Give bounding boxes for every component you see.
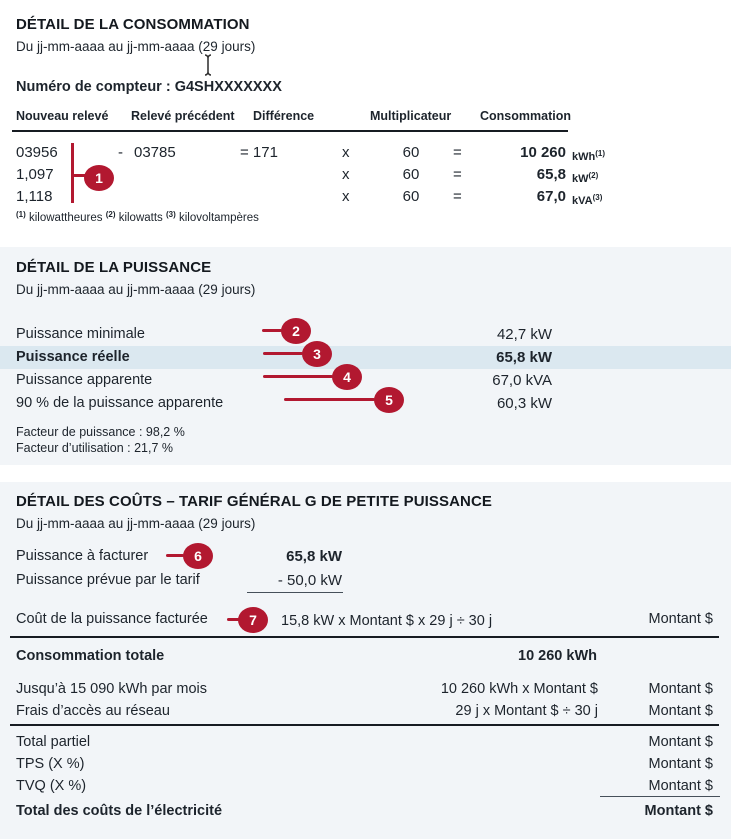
tariff-power-value: - 50,0 kW bbox=[277, 572, 342, 589]
total-consumption-label: Consommation totale bbox=[16, 648, 165, 664]
new-reading: 03956 bbox=[16, 144, 58, 161]
cost-item-label: Jusqu’à 15 090 kWh par mois bbox=[16, 681, 208, 697]
consumption-unit: kWh$^{(1)}$ bbox=[572, 149, 606, 163]
consumption-unit: $kW^{(2)}$ bbox=[572, 171, 599, 185]
power-row-value: 65,8 kW bbox=[496, 349, 552, 366]
col-header-consumption: Consommation bbox=[480, 109, 571, 123]
costs-section-title: DÉTAIL DES COÛTS – TARIF GÉNÉRAL G DE PETITE PUISSANCE bbox=[16, 493, 493, 510]
tvq-label: TVQ (X %) bbox=[16, 778, 87, 794]
tariff-power-label: Puissance prévue par le tarif bbox=[16, 572, 200, 588]
billed-power-label: Puissance à facturer bbox=[16, 548, 149, 564]
tvq-amount: Montant $ bbox=[648, 778, 713, 794]
power-row-value: 42,7 kW bbox=[496, 326, 552, 343]
callout-4-badge: 4 bbox=[332, 364, 362, 390]
equals-sign: = bbox=[453, 166, 462, 183]
electricity-total-label: Total des coûts de l’électricité bbox=[16, 803, 223, 819]
cost-item-formula: 10 260 kWh x Montant $ bbox=[440, 681, 598, 697]
callout-connector-line bbox=[284, 398, 375, 401]
power-row-label: Puissance minimale bbox=[16, 326, 145, 342]
table-row bbox=[0, 142, 731, 164]
section-rule bbox=[10, 636, 719, 638]
multiplier: 60 bbox=[402, 144, 420, 161]
billed-power-cost-amount: Montant $ bbox=[648, 611, 713, 627]
power-factor: Facteur de puissance : 98,2 % bbox=[16, 425, 185, 439]
billed-power-value: 65,8 kW bbox=[286, 548, 342, 565]
power-period: Du jj-mm-aaaa au jj-mm-aaaa (29 jours) bbox=[16, 282, 256, 297]
units-footnote: $^{(1)}$ kilowattheures $^{(2)}$ kilowatts $^{(3)}$ kilovoltampères bbox=[16, 210, 259, 224]
power-row bbox=[0, 323, 731, 346]
power-row-value: 67,0 kVA bbox=[492, 372, 552, 389]
col-header-previous-reading: Relevé précédent bbox=[131, 109, 235, 123]
power-row bbox=[0, 369, 731, 392]
consumption-value: 67,0 bbox=[536, 188, 566, 205]
minus-sign: - bbox=[118, 144, 123, 161]
power-section-title: DÉTAIL DE LA PUISSANCE bbox=[16, 259, 212, 276]
new-reading: 1,097 bbox=[16, 166, 54, 183]
consumption-value: 10 260 bbox=[520, 144, 566, 161]
col-header-new-reading: Nouveau relevé bbox=[16, 109, 109, 123]
section-rule bbox=[10, 724, 719, 726]
subtotal-label: Total partiel bbox=[16, 734, 91, 750]
power-row-value: 60,3 kW bbox=[496, 395, 552, 412]
tps-amount: Montant $ bbox=[648, 756, 713, 772]
costs-period: Du jj-mm-aaaa au jj-mm-aaaa (29 jours) bbox=[16, 516, 256, 531]
header-rule bbox=[12, 130, 568, 132]
subtraction-underline bbox=[247, 592, 343, 593]
callout-6-badge: 6 bbox=[183, 543, 213, 569]
total-consumption-value: 10 260 kWh bbox=[518, 648, 597, 664]
callout-5-badge: 5 bbox=[374, 387, 404, 413]
table-row bbox=[0, 186, 731, 208]
consumption-value: 65,8 bbox=[536, 166, 566, 183]
billed-power-cost-formula: 15,8 kW x Montant $ x 29 j ÷ 30 j bbox=[281, 613, 493, 629]
subtotal-amount: Montant $ bbox=[648, 734, 713, 750]
times-sign: x bbox=[342, 144, 350, 161]
power-row-label: 90 % de la puissance apparente bbox=[16, 395, 224, 411]
times-sign: x bbox=[342, 166, 350, 183]
callout-connector-line bbox=[262, 329, 282, 332]
consumption-section-title: DÉTAIL DE LA CONSOMMATION bbox=[16, 16, 250, 33]
power-row-label: Puissance réelle bbox=[16, 349, 130, 365]
col-header-multiplier: Multiplicateur bbox=[370, 109, 452, 123]
callout-2-badge: 2 bbox=[281, 318, 311, 344]
equals-sign: = bbox=[453, 144, 462, 161]
text-cursor-icon bbox=[202, 54, 214, 81]
previous-reading: 03785 bbox=[134, 144, 176, 161]
multiplier: 60 bbox=[402, 188, 420, 205]
callout-connector-line bbox=[166, 554, 184, 557]
billed-power-cost-label: Coût de la puissance facturée bbox=[16, 611, 208, 627]
callout-3-badge: 3 bbox=[302, 341, 332, 367]
callout-bracket-line bbox=[71, 143, 74, 203]
difference: = 171 bbox=[240, 144, 278, 161]
callout-7-badge: 7 bbox=[238, 607, 268, 633]
cost-item-formula: 29 j x Montant $ ÷ 30 j bbox=[455, 703, 598, 719]
new-reading: 1,118 bbox=[16, 188, 53, 205]
cost-item-amount: Montant $ bbox=[648, 681, 713, 697]
meter-number: Numéro de compteur : G4SHXXXXXXX bbox=[16, 79, 282, 95]
tps-label: TPS (X %) bbox=[16, 756, 85, 772]
cost-item-label: Frais d’accès au réseau bbox=[16, 703, 170, 719]
callout-connector-line bbox=[263, 375, 333, 378]
cost-item-amount: Montant $ bbox=[648, 703, 713, 719]
multiplier: 60 bbox=[402, 166, 420, 183]
power-row-highlighted bbox=[0, 346, 731, 369]
power-row bbox=[0, 392, 731, 415]
electricity-total-amount: Montant $ bbox=[644, 803, 713, 819]
equals-sign: = bbox=[453, 188, 462, 205]
callout-1-badge: 1 bbox=[84, 165, 114, 191]
power-row-label: Puissance apparente bbox=[16, 372, 153, 388]
utilization-factor: Facteur d’utilisation : 21,7 % bbox=[16, 441, 174, 455]
consumption-unit: kVA$^{(3)}$ bbox=[572, 193, 603, 207]
times-sign: x bbox=[342, 188, 350, 205]
consumption-period: Du jj-mm-aaaa au jj-mm-aaaa (29 jours) bbox=[16, 39, 256, 54]
callout-connector-line bbox=[263, 352, 303, 355]
total-underline bbox=[600, 796, 720, 797]
col-header-difference: Différence bbox=[253, 109, 315, 123]
